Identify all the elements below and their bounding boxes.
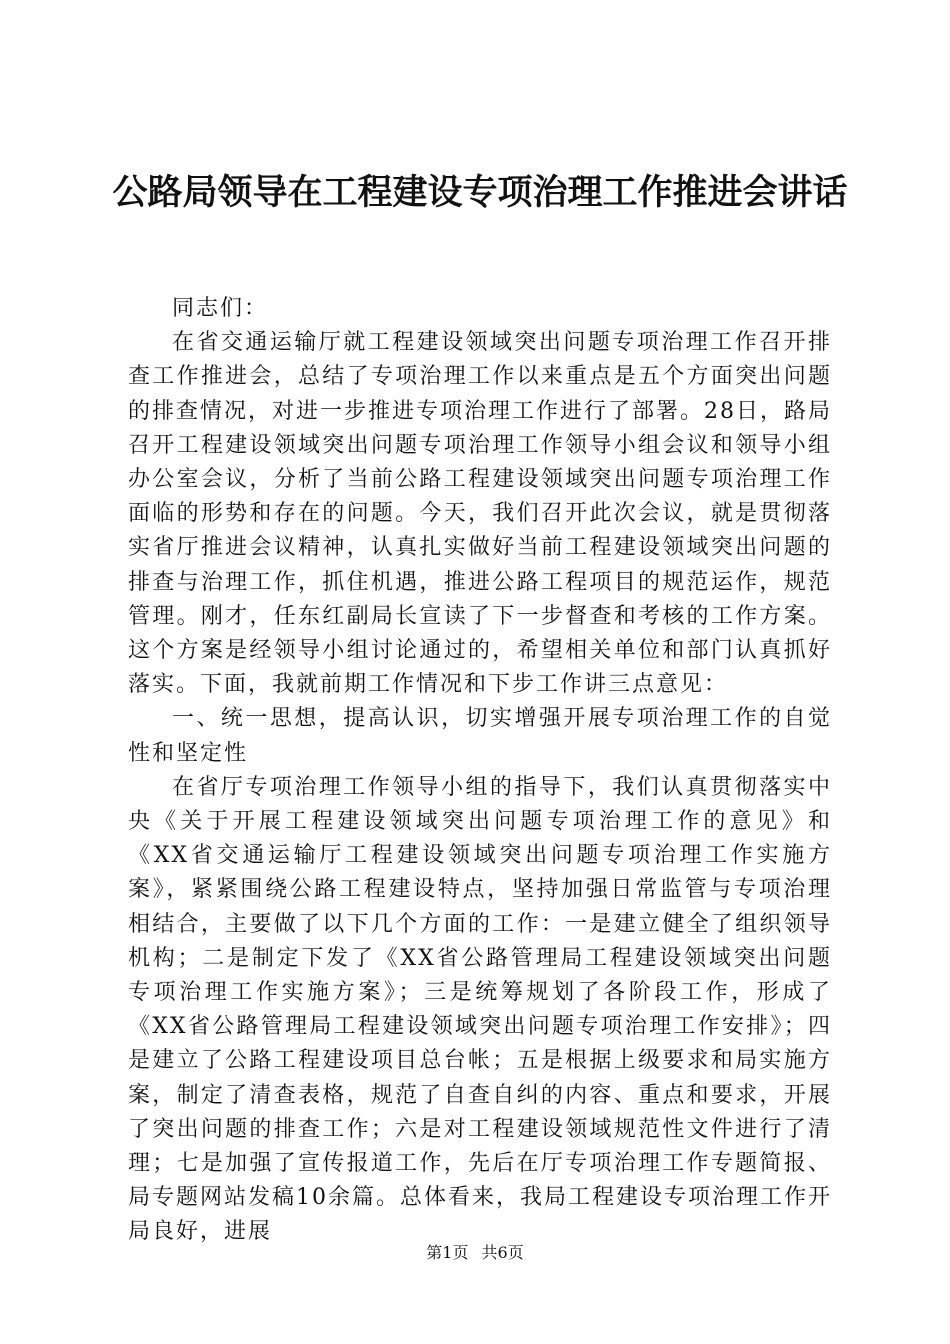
page-number: 第1页	[426, 1243, 469, 1262]
paragraph-intro: 在省交通运输厅就工程建设领域突出问题专项治理工作召开排查工作推进会，总结了专项治理工作以来重点是五个方面突出问题的排查情况，对进一步推进专项治理工作进行了部署。28日，路局召开工程建设领域突出问题专项治理工作领导小组会议和领导小组办公室会议，分析了当前公路工程建设领域突出问题专项治理工作面临的形势和存在的问题。今天，我们召开此次会议，就是贯彻落实省厅推进会议精神，认真扎实做好当前工程建设领域突出问题的排查与治理工作，抓住机遇，推进公路工程项目的规范运作，规范管理。刚才，任东红副局长宣读了下一步督查和考核的工作方案。这个方案是经领导小组讨论通过的，希望相关单位和部门认真抓好落实。下面，我就前期工作情况和下步工作讲三点意见：	[128, 330, 832, 698]
document-body	[128, 292, 832, 1250]
salutation: 同志们：	[172, 296, 269, 321]
paragraph-section-1: 在省厅专项治理工作领导小组的指导下，我们认真贯彻落实中央《关于开展工程建设领域突出问题专项治理工作的意见》和《XX省交通运输厅工程建设领域突出问题专项治理工作实施方案》，紧紧围绕公路工程建设特点，坚持加强日常监管与专项治理相结合，主要做了以下几个方面的工作：一是建立健全了组织领导机构；二是制定下发了《XX省公路管理局工程建设领域突出问题专项治理工作实施方案》；三是统筹规划了各阶段工作，形成了《XX省公路管理局工程建设领域突出问题专项治理工作安排》；四是建立了公路工程建设项目总台帐；五是根据上级要求和局实施方案，制定了清查表格，规范了自查自纠的内容、重点和要求，开展了突出问题的排查工作；六是对工程建设领域规范性文件进行了清理；七是加强了宣传报道工作，先后在厅专项治理工作专题简报、局专题网站发稿10余篇。总体看来，我局工程建设专项治理工作开局良好，进展	[128, 774, 832, 1245]
page-title: 公路局领导在工程建设专项治理工作推进会讲话	[112, 172, 848, 213]
page-footer	[0, 1242, 950, 1264]
page-total: 共6页	[481, 1243, 524, 1262]
section-heading-1: 一、统一思想，提高认识，切实增强开展专项治理工作的自觉性和坚定性	[128, 706, 832, 766]
